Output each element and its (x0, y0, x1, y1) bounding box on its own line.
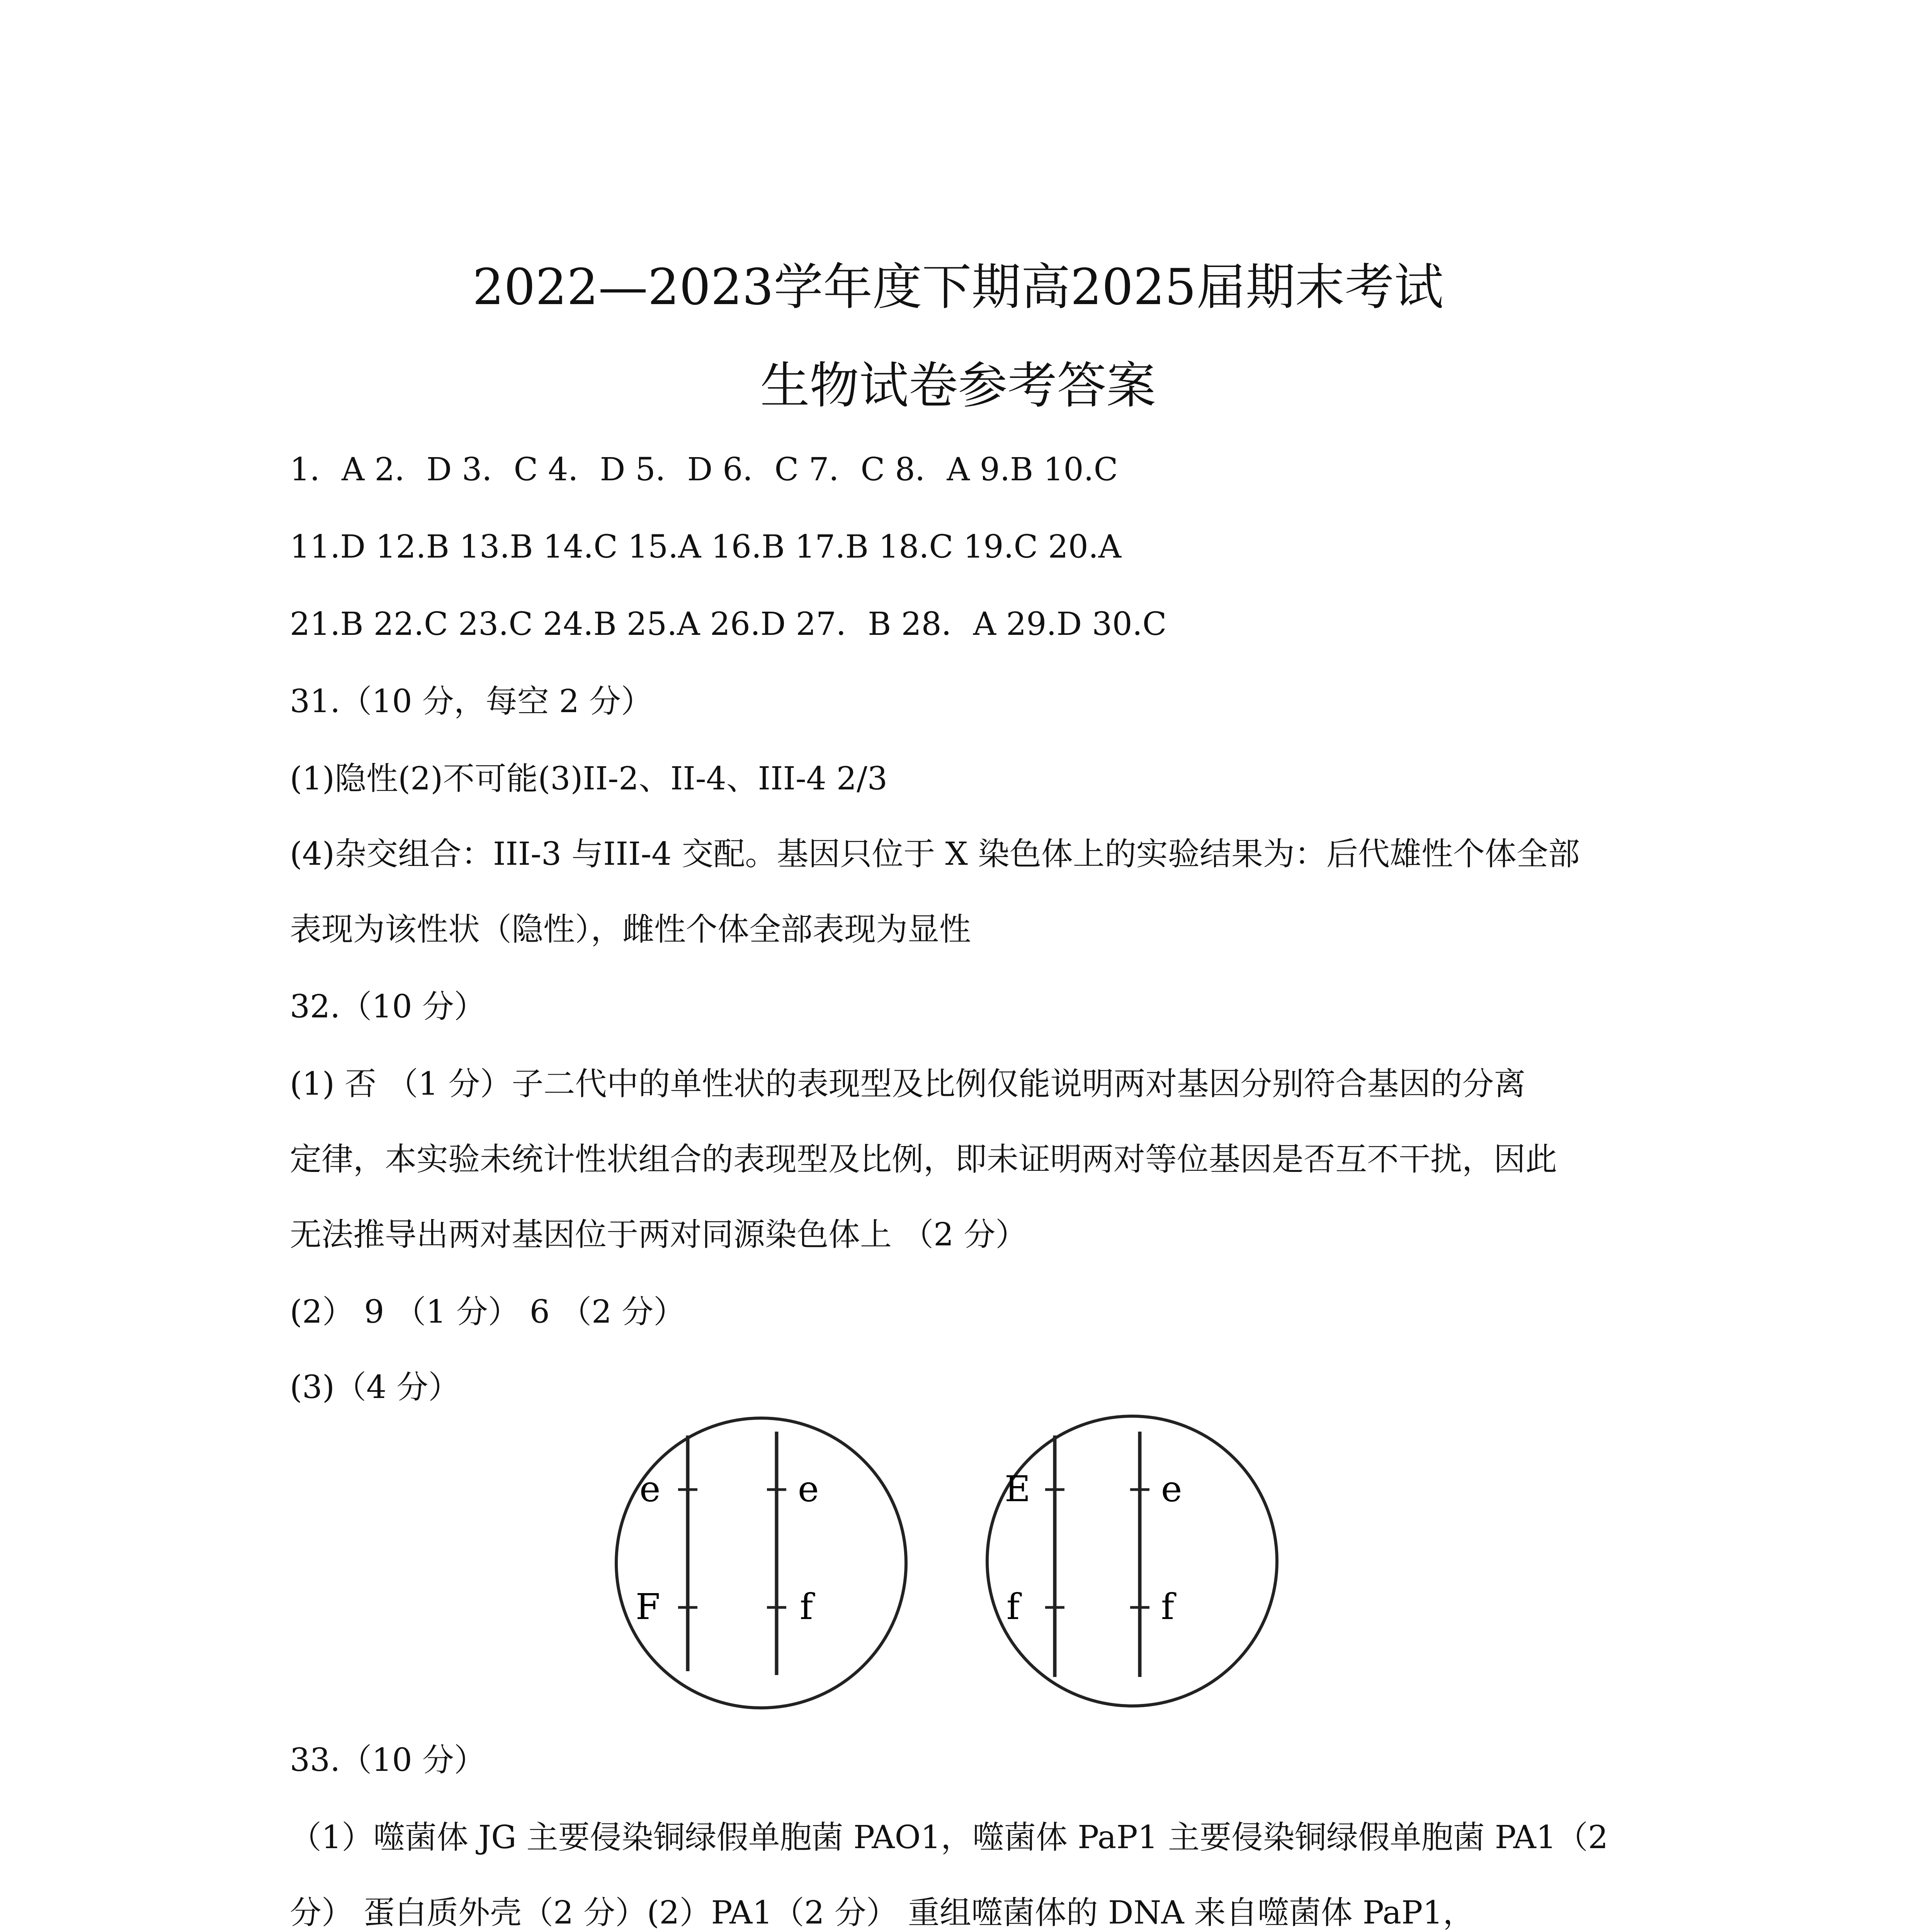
cell-2-bottom-left-label: f (1006, 1586, 1020, 1628)
q33-line-2: 分） 蛋白质外壳（2 分）(2）PA1（2 分） 重组噬菌体的 DNA 来自噬菌体 PaP1， (290, 1895, 1475, 1931)
cell-1-top-left-label: e (639, 1468, 661, 1510)
cell-2 (987, 1416, 1277, 1706)
chromosome-diagram (576, 1406, 1310, 1716)
cell-1-bottom-right-label: f (800, 1586, 813, 1628)
q32-line-2: 定律，本实验未统计性状组合的表现型及比例，即未证明两对等位基因是否互不干扰，因此 (290, 1141, 1557, 1178)
answer-row-1: 1．A 2．D 3．C 4．D 5．D 6．C 7．C 8．A 9.B 10.C (290, 451, 1118, 488)
page-subtitle: 生物试卷参考答案 (760, 357, 1156, 415)
cell-1-top-right-label: e (798, 1468, 819, 1510)
q32-line-3: 无法推导出两对基因位于两对同源染色体上 （2 分） (290, 1216, 1027, 1253)
answer-row-3: 21.B 22.C 23.C 24.B 25.A 26.D 27．B 28．A 29.D 30.C (290, 606, 1167, 643)
cell-2-top-right-label: e (1161, 1468, 1182, 1510)
cell-2-bottom-right-label: f (1161, 1586, 1175, 1628)
q32-line-5: (3)（4 分） (290, 1369, 460, 1406)
q32-line-1: (1) 否 （1 分）子二代中的单性状的表现型及比例仅能说明两对基因分别符合基因的分离 (290, 1066, 1526, 1102)
q33-heading: 33.（10 分） (290, 1742, 486, 1779)
q31-line-1: (1)隐性(2)不可能(3)II-2、II-4、III-4 2/3 (290, 760, 887, 797)
cell-2-top-left-label: E (1005, 1468, 1031, 1510)
q31-line-3: 表现为该性状（隐性），雌性个体全部表现为显性 (290, 911, 971, 948)
page-title: 2022—2023学年度下期高2025届期末考试 (472, 259, 1444, 316)
cell-1 (616, 1418, 906, 1708)
q32-heading: 32.（10 分） (290, 988, 486, 1025)
q32-line-4: (2） 9 （1 分） 6 （2 分） (290, 1294, 685, 1330)
q33-line-1: （1）噬菌体 JG 主要侵染铜绿假单胞菌 PAO1，噬菌体 PaP1 主要侵染铜绿假单胞菌 PA1（2 (290, 1819, 1608, 1856)
q31-heading: 31.（10 分，每空 2 分） (290, 683, 653, 720)
cell-1-bottom-left-label: F (636, 1586, 660, 1628)
answer-row-2: 11.D 12.B 13.B 14.C 15.A 16.B 17.B 18.C 19.C 20.A (290, 529, 1122, 565)
q31-line-2: (4)杂交组合：III-3 与III-4 交配。基因只位于 X 染色体上的实验结果为：后代雄性个体全部 (290, 836, 1580, 872)
